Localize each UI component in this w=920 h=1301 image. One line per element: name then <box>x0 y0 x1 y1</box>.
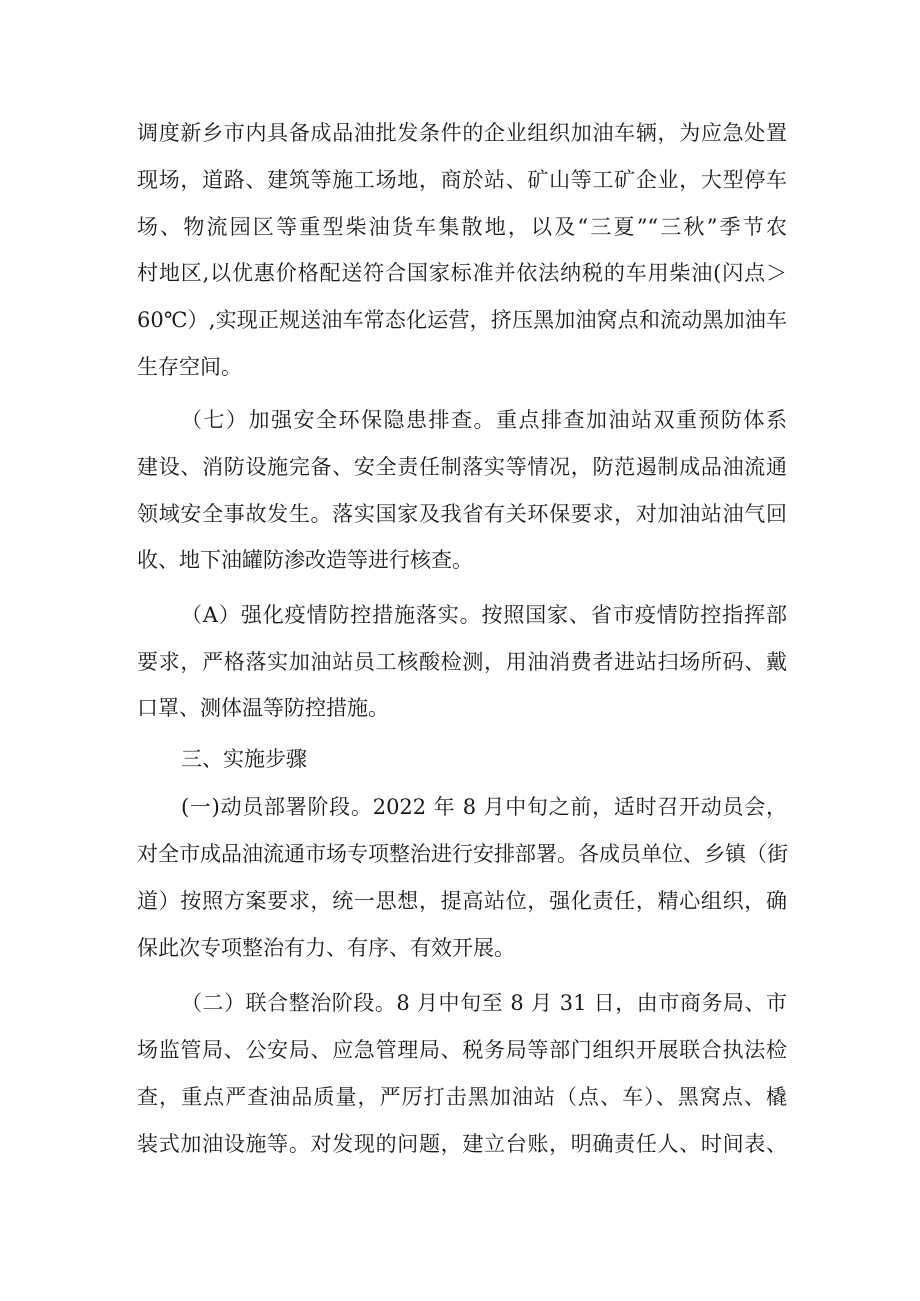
paragraph-line: 口罩、测体温等防控措施。 <box>137 696 389 720</box>
paragraph-line: 场、物流园区等重型柴油货车集散地，以及“三夏”“三秋”季节农 <box>137 215 787 239</box>
paragraph-line: 对全市成品油流通市场专项整治进行安排部署。各成员单位、乡镇（街 <box>137 842 788 866</box>
paragraph-line: （A）强化疫情防控措施落实。按照国家、省市疫情防控指挥部 <box>181 603 787 627</box>
paragraph-line: 要求，严格落实加油站员工核酸检测，用油消费者进站扫场所码、戴 <box>137 650 787 674</box>
paragraph-line: 生存空间。 <box>137 355 242 379</box>
paragraph-line: 装式加油设施等。对发现的问题，建立台账，明确责任人、时间表、 <box>137 1132 787 1156</box>
paragraph-line: （七）加强安全环保隐患排查。重点排查加油站双重预防体系 <box>181 408 787 432</box>
section-heading: 三、实施步骤 <box>181 747 307 771</box>
paragraph-line: 查，重点严查油品质量，严厉打击黑加油站（点、车）、黑窝点、橇 <box>137 1085 787 1109</box>
paragraph-line: 村地区,以优惠价格配送符合国家标准并依法纳税的车用柴油(闪点＞ <box>137 261 787 285</box>
paragraph-line: 领域安全事故发生。落实国家及我省有关环保要求，对加油站油气回 <box>137 502 787 526</box>
paragraph-line: (一)动员部署阶段。2022 年 8 月中旬之前，适时召开动员会， <box>181 795 787 819</box>
paragraph-line: 现场，道路、建筑等施工场地，商於站、矿山等工矿企业，大型停车 <box>137 168 787 192</box>
paragraph-line: 道）按照方案要求，统一思想，提高站位，强化责任，精心组织，确 <box>137 889 787 913</box>
paragraph-line: 保此次专项整治有力、有序、有效开展。 <box>137 936 515 960</box>
paragraph-line: 60℃）,实现正规送油车常态化运营，挤压黑加油窝点和流动黑加油车 <box>137 308 787 332</box>
paragraph-line: 调度新乡市内具备成品油批发条件的企业组织加油车辆，为应急处置 <box>137 121 787 145</box>
paragraph-line: 收、地下油罐防渗改造等进行核查。 <box>137 548 473 572</box>
paragraph-line: 场监管局、公安局、应急管理局、税务局等部门组织开展联合执法检 <box>137 1038 787 1062</box>
paragraph-line: 建设、消防设施完备、安全责任制落实等情况，防范遏制成品油流通 <box>137 455 787 479</box>
paragraph-line: （二）联合整治阶段。8 月中旬至 8 月 31 日，由市商务局、市 <box>181 991 787 1015</box>
